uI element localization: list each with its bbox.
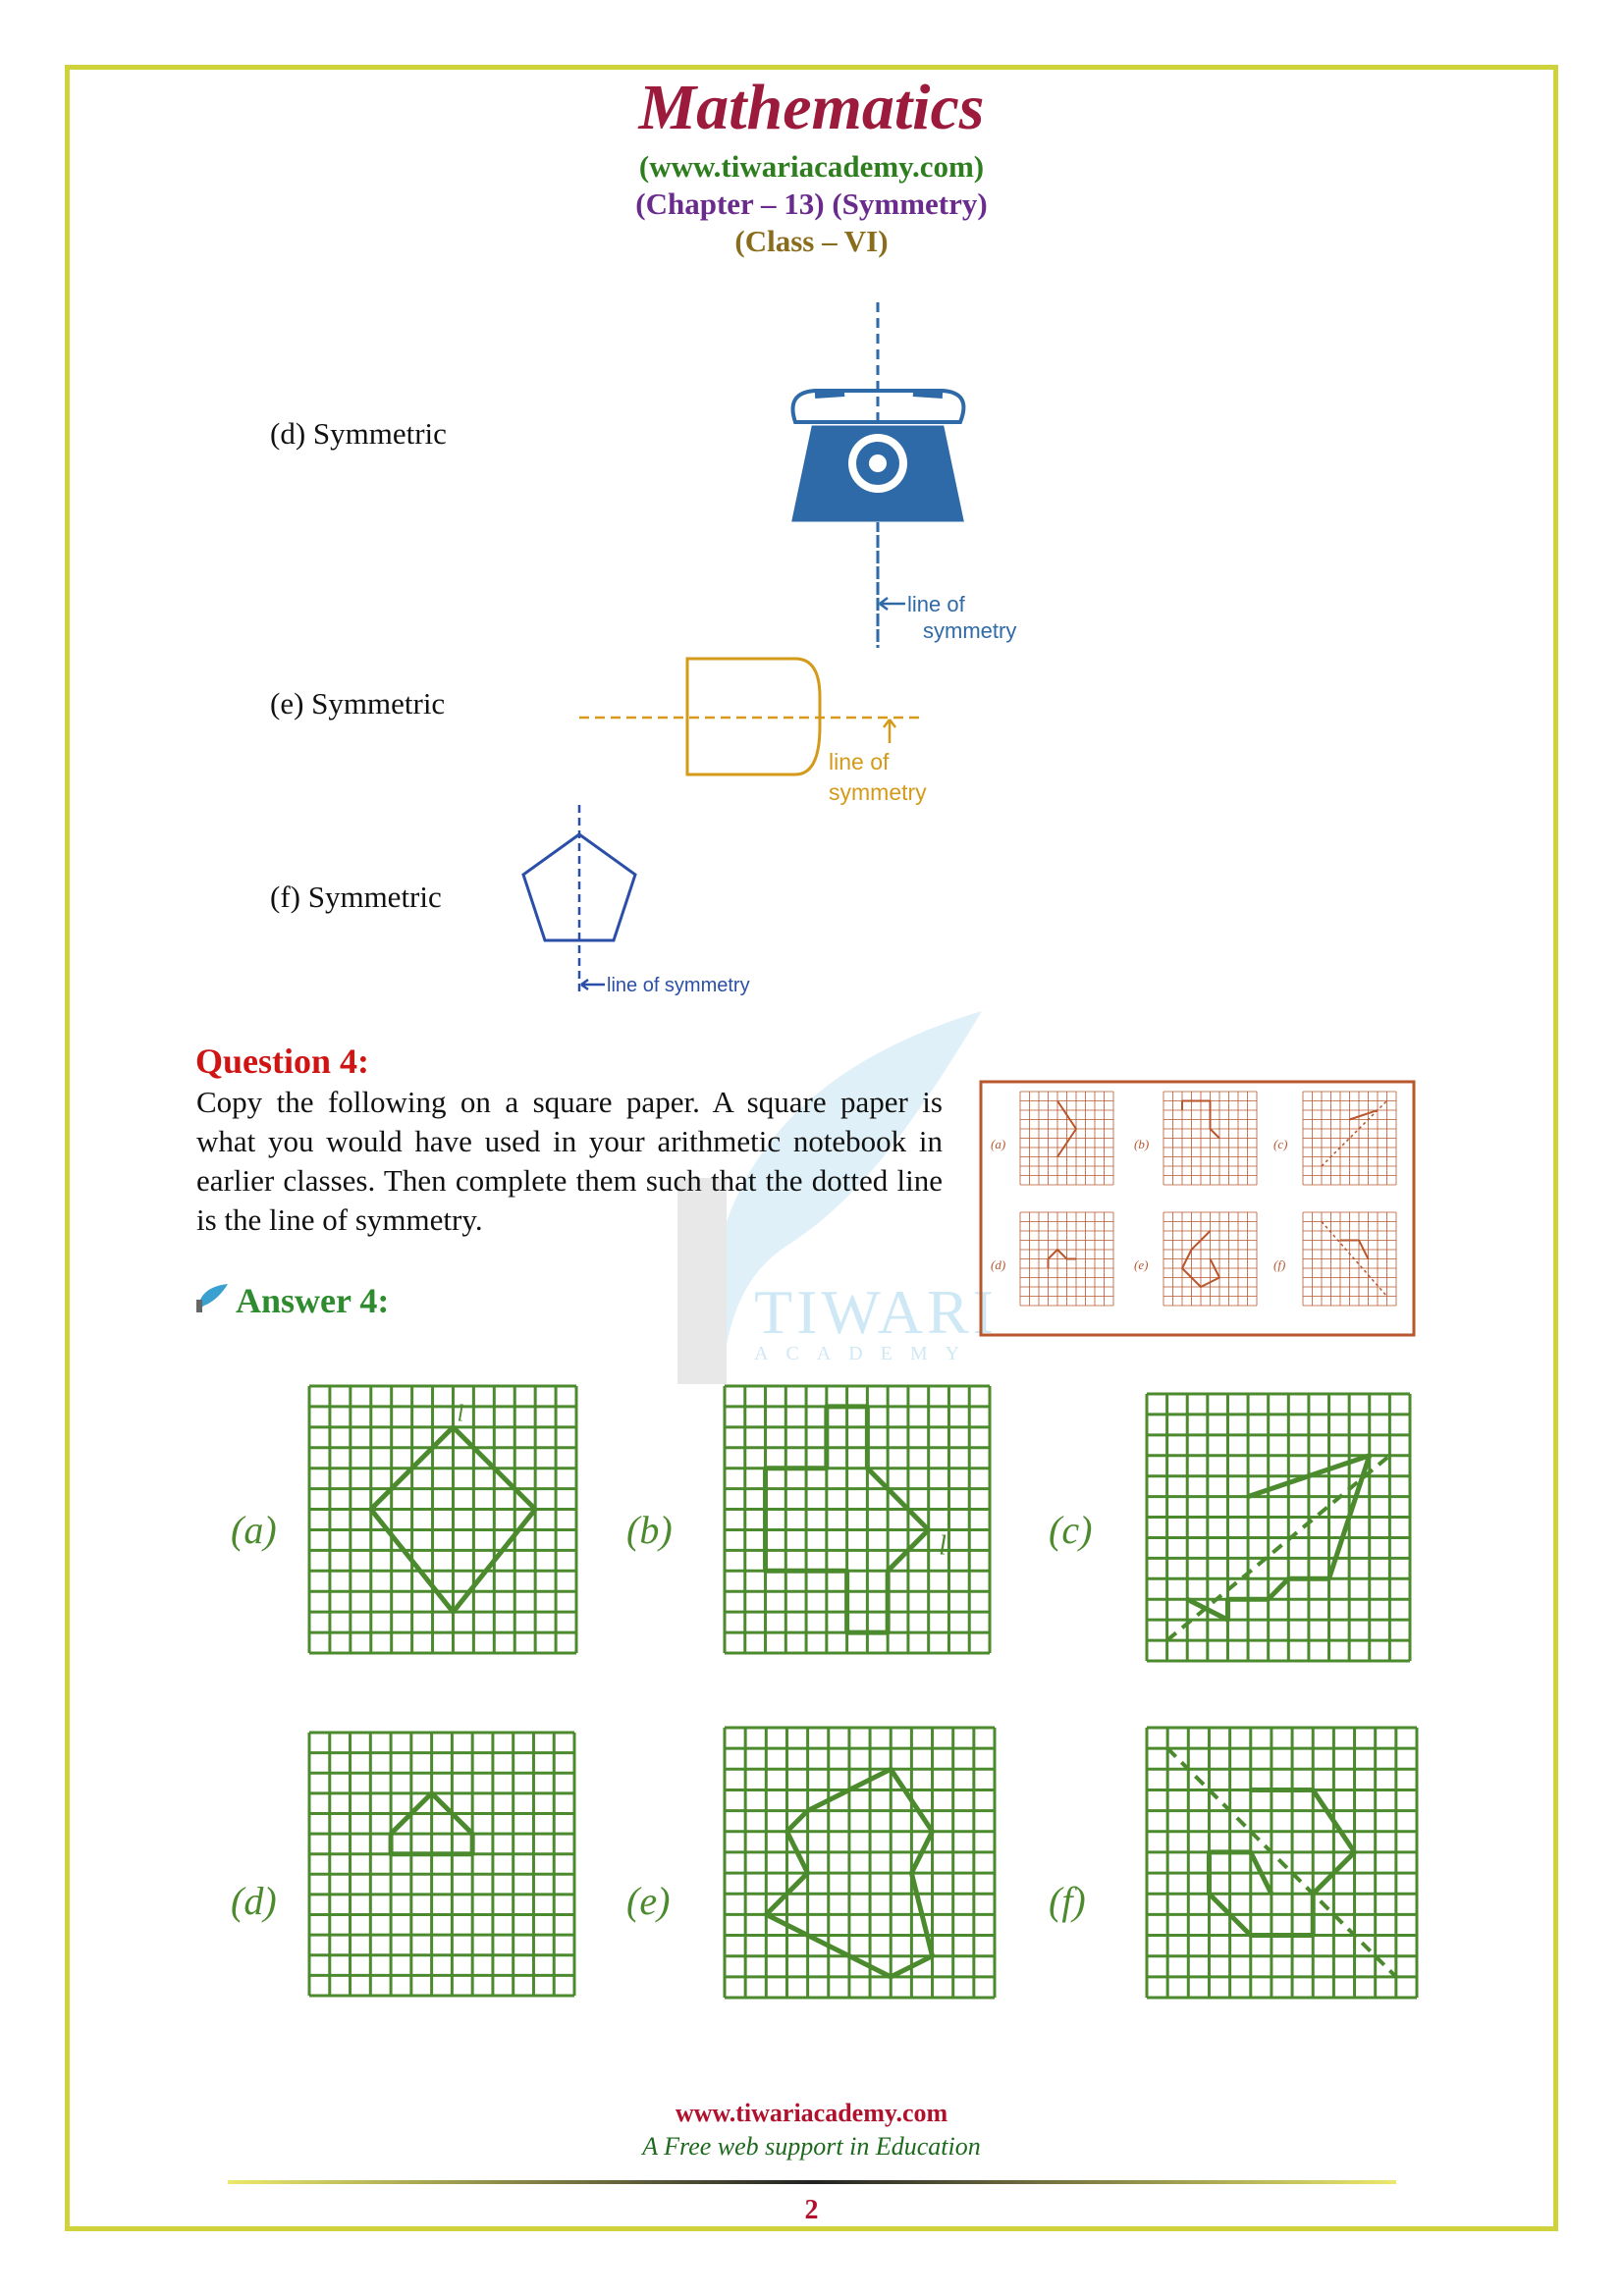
question-letter-a: (a) [991,1137,1006,1151]
header-class: (Class – VI) [734,224,889,258]
answer-grid-d [309,1733,574,1996]
item-f-label: (f) Symmetric [270,880,442,914]
answer-grid-a [309,1386,576,1653]
d-shape-line-of-label: line of [829,749,890,774]
d-shape-symmetry-label: symmetry [829,779,927,805]
answer-letter-d: (d) [231,1879,277,1923]
page-number: 2 [804,2195,819,2225]
question-letter-d: (d) [991,1257,1006,1272]
answer-letter-e: (e) [626,1879,671,1923]
footer-site: www.tiwariacademy.com [675,2099,948,2127]
answer-letter-c: (c) [1049,1508,1093,1552]
pentagon-figure [511,800,805,1006]
question-heading: Question 4: [195,1041,370,1081]
telephone-line-of-label: line of [907,592,965,616]
answer-grid-c [1147,1394,1410,1661]
page-title: Mathematics [638,72,985,143]
question-grid-figure [979,1080,1416,1337]
pentagon-line-of-symmetry-label: line of symmetry [607,975,750,996]
answer-grid-e [725,1728,995,1998]
answer-dotted-c [1167,1456,1390,1640]
question-letter-b: (b) [1134,1137,1150,1151]
question-letter-e: (e) [1134,1257,1149,1272]
answer-grid-figure [216,1374,1434,2052]
question-grid-f [1303,1212,1396,1306]
answer-letter-f: (f) [1049,1879,1086,1923]
watermark-text: TIWARI [754,1277,998,1347]
answer-letter-a: (a) [231,1508,277,1552]
telephone-symmetry-label: symmetry [923,618,1017,643]
answer-mark-a: l [457,1401,464,1427]
question-grid-c [1303,1092,1396,1185]
answer-heading: Answer 4: [236,1281,390,1320]
question-letter-f: (f) [1273,1257,1286,1272]
tiwari-logo-icon [194,1282,230,1313]
question-grid-a [1020,1092,1113,1185]
answer-letter-b: (b) [626,1508,673,1552]
question-text: Copy the following on a square paper. A square paper is what you would have used in your arithmetic notebook in earlier classes. Then complete them such that the dotted line is the line of symmetry. [196,1085,943,1237]
question-letter-c: (c) [1273,1137,1288,1151]
footer-tagline: A Free web support in Education [642,2132,981,2161]
watermark-subtext: ACADEMY [754,1343,978,1364]
header-site: (www.tiwariacademy.com) [638,149,985,184]
item-e-label: (e) Symmetric [270,686,446,721]
item-d-label: (d) Symmetric [270,416,447,451]
header-chapter: (Chapter – 13) (Symmetry) [635,187,988,221]
footer-divider [228,2180,1396,2184]
telephone-figure [766,294,1060,658]
answer-mark-b: l [939,1530,947,1562]
answer-dotted-f [1167,1748,1396,1977]
d-shape-figure [579,653,952,810]
